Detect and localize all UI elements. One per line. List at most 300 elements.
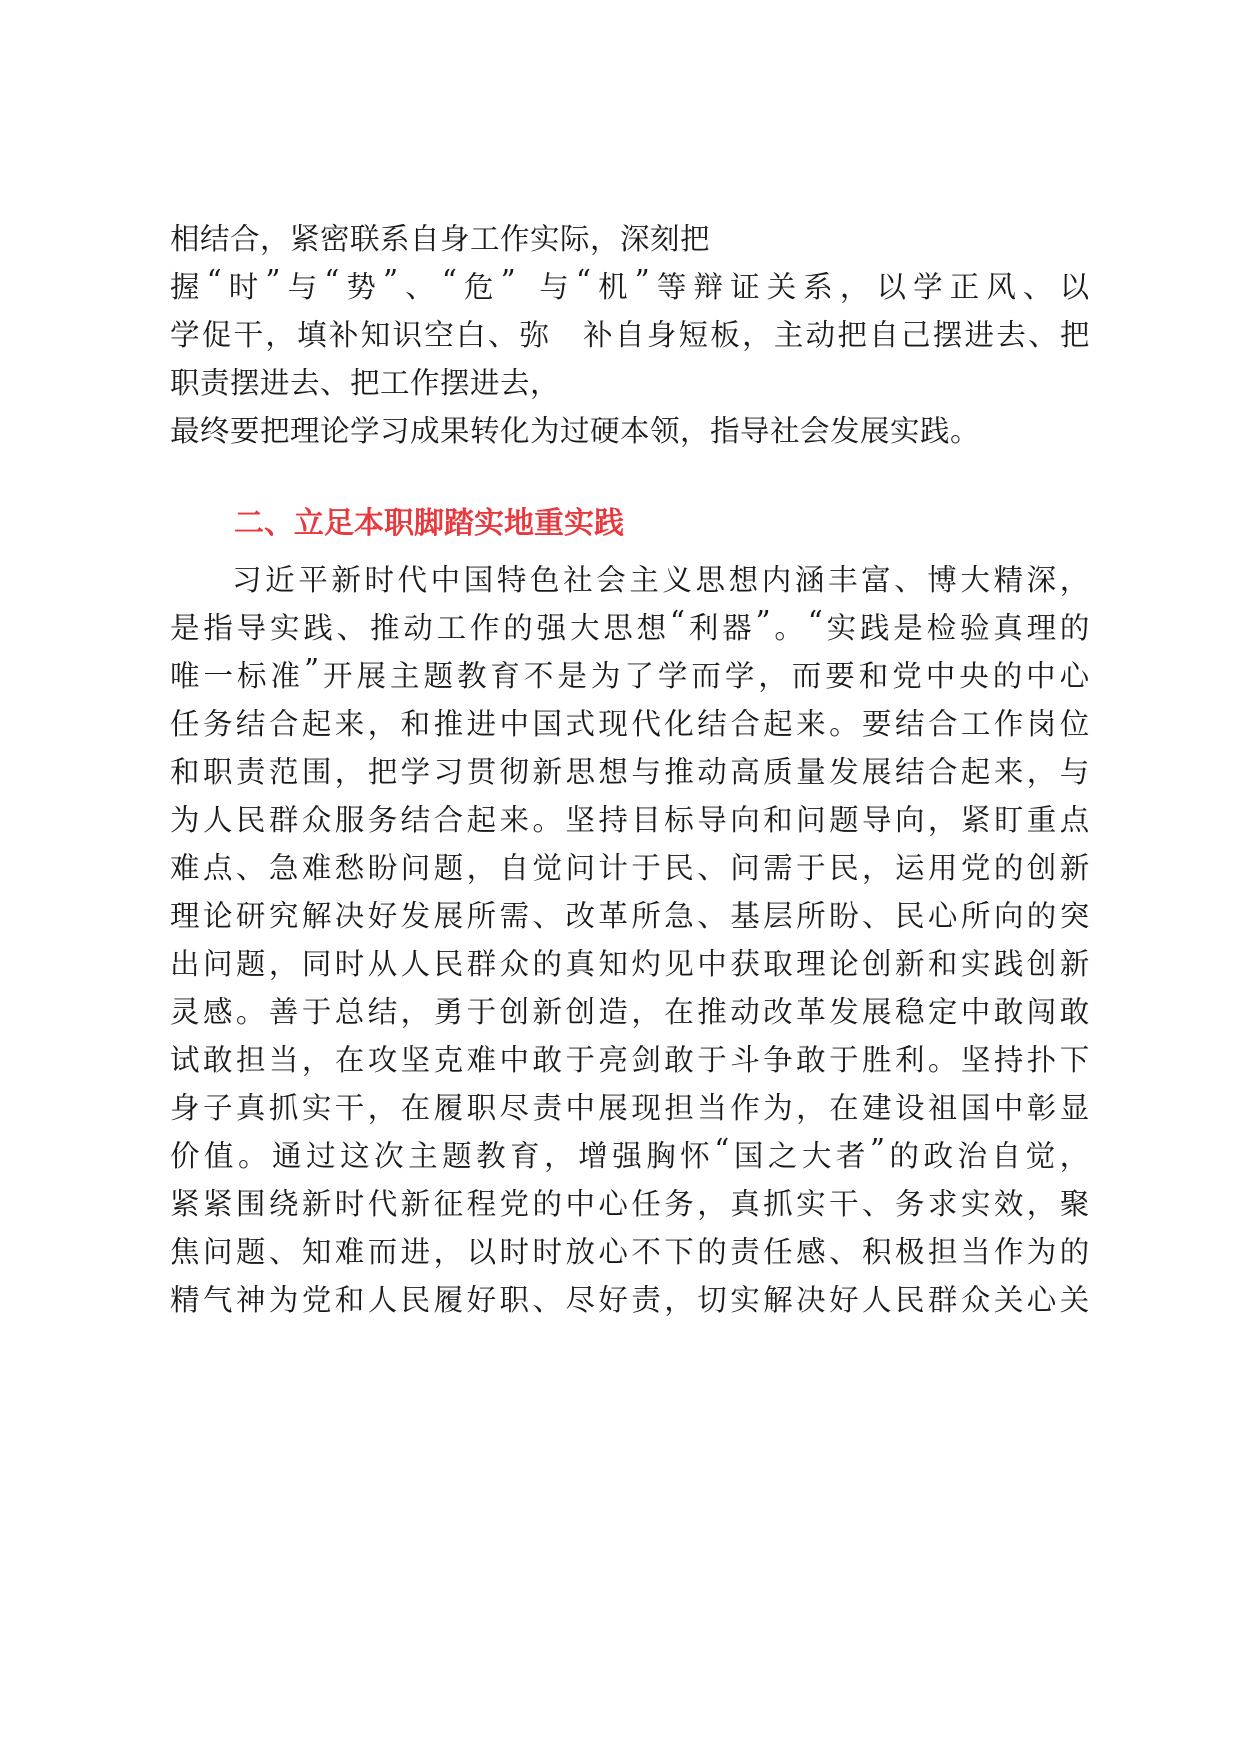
glyph: 绕 <box>268 1187 299 1221</box>
glyph: 这 <box>340 1139 371 1173</box>
glyph: 合 <box>268 707 299 741</box>
glyph: 众 <box>499 947 530 981</box>
glyph: 的 <box>1059 1235 1090 1269</box>
glyph: 解 <box>301 899 332 933</box>
glyph: 尽 <box>565 1283 596 1317</box>
text-line <box>170 989 1090 1031</box>
glyph: 亮 <box>598 1043 629 1077</box>
glyph: 来 <box>796 707 827 741</box>
glyph: 是 <box>893 611 924 645</box>
glyph: 党 <box>960 851 991 885</box>
glyph: 思 <box>603 611 634 645</box>
glyph: ， <box>433 1235 464 1269</box>
glyph: 切 <box>697 1283 728 1317</box>
glyph: 稳 <box>894 995 925 1029</box>
glyph: ， <box>1026 755 1057 789</box>
glyph: 于 <box>796 851 827 885</box>
text-line <box>170 1133 1090 1175</box>
glyph: 子 <box>202 1091 233 1125</box>
glyph: 开 <box>323 659 354 693</box>
glyph: 理 <box>170 899 201 933</box>
glyph: 辩 <box>693 270 724 304</box>
glyph: 焦 <box>170 1235 201 1269</box>
glyph: 一 <box>203 659 234 693</box>
glyph: 于 <box>466 995 497 1029</box>
glyph: 合 <box>927 755 958 789</box>
glyph: 想 <box>728 563 759 597</box>
glyph: ， <box>268 947 299 981</box>
glyph: 高 <box>730 755 761 789</box>
glyph: 设 <box>894 1091 925 1125</box>
glyph: 结 <box>235 707 266 741</box>
text-line <box>170 845 1090 887</box>
glyph: ， <box>758 659 789 693</box>
glyph: 民 <box>400 1283 431 1317</box>
glyph: 显 <box>1059 1091 1090 1125</box>
glyph: 人 <box>862 1283 893 1317</box>
section-heading: 二、立足本职脚踏实地重实践 <box>234 506 624 541</box>
glyph: 促 <box>201 318 232 352</box>
glyph: 灵 <box>170 995 201 1029</box>
glyph: 民 <box>894 1283 925 1317</box>
glyph: 来 <box>334 707 365 741</box>
glyph: 问 <box>202 947 233 981</box>
glyph: 关 <box>766 270 797 304</box>
glyph: 以 <box>1059 270 1090 304</box>
glyph: 所 <box>960 899 991 933</box>
glyph: 特 <box>496 563 527 597</box>
glyph: 时 <box>364 563 395 597</box>
glyph: 好 <box>466 1283 497 1317</box>
glyph: 要 <box>862 707 893 741</box>
text-line <box>170 312 1090 354</box>
glyph: 扑 <box>1026 1043 1057 1077</box>
glyph: 的 <box>1059 611 1090 645</box>
glyph: 以 <box>876 270 907 304</box>
glyph: 自 <box>869 318 900 352</box>
glyph: 感 <box>202 995 233 1029</box>
glyph: “ <box>441 264 458 298</box>
glyph: 补 <box>583 318 614 352</box>
glyph: 。 <box>235 995 266 1029</box>
glyph: 真 <box>565 947 596 981</box>
glyph: 中 <box>1026 659 1057 693</box>
glyph: 目 <box>631 803 662 837</box>
glyph: 合 <box>433 803 464 837</box>
glyph: 究 <box>268 899 299 933</box>
glyph: 国 <box>532 707 563 741</box>
glyph: 需 <box>763 851 794 885</box>
glyph: 勇 <box>433 995 464 1029</box>
glyph: 是 <box>170 611 201 645</box>
glyph: 工 <box>960 707 991 741</box>
glyph: 攻 <box>367 1043 398 1077</box>
glyph: ， <box>1059 1139 1090 1173</box>
glyph: 。 <box>829 707 860 741</box>
glyph: 主 <box>773 318 804 352</box>
glyph: 感 <box>796 1235 827 1269</box>
glyph: 为 <box>1026 1235 1057 1269</box>
glyph: 盯 <box>993 803 1024 837</box>
glyph: ， <box>334 755 365 789</box>
glyph: 精 <box>993 563 1024 597</box>
glyph: 敢 <box>532 1043 563 1077</box>
glyph: 下 <box>1059 1043 1090 1077</box>
glyph: 和 <box>763 803 794 837</box>
glyph: 担 <box>664 1091 695 1125</box>
glyph: 神 <box>235 1283 266 1317</box>
glyph: 时 <box>334 1187 365 1221</box>
glyph: 育 <box>490 659 521 693</box>
glyph: 效 <box>993 1187 1024 1221</box>
glyph: 习 <box>232 563 263 597</box>
glyph: 把 <box>837 318 868 352</box>
glyph: 彰 <box>1026 1091 1057 1125</box>
glyph: 真 <box>235 1091 266 1125</box>
glyph: 导 <box>236 611 267 645</box>
glyph: ” <box>265 264 281 298</box>
glyph: 定 <box>927 995 958 1029</box>
glyph: 的 <box>532 947 563 981</box>
glyph: 中 <box>565 1187 596 1221</box>
glyph: 任 <box>631 1187 662 1221</box>
glyph: 和 <box>858 659 889 693</box>
glyph: 责 <box>235 755 266 789</box>
glyph: 难 <box>466 1043 497 1077</box>
glyph: ， <box>301 1043 332 1077</box>
glyph: 位 <box>1059 707 1090 741</box>
text-line <box>170 653 1090 695</box>
glyph: 难 <box>301 851 332 885</box>
glyph: 众 <box>301 803 332 837</box>
glyph: ， <box>367 1091 398 1125</box>
glyph: 于 <box>565 1043 596 1077</box>
glyph: 起 <box>466 803 497 837</box>
glyph: 知 <box>360 318 391 352</box>
glyph: 民 <box>235 803 266 837</box>
glyph: 时 <box>228 270 259 304</box>
text-line <box>170 797 1090 839</box>
glyph: 灼 <box>631 947 662 981</box>
glyph: 展 <box>598 1091 629 1125</box>
glyph: 理 <box>796 947 827 981</box>
glyph: 社 <box>563 563 594 597</box>
glyph: 好 <box>598 1283 629 1317</box>
glyph: 不 <box>631 1235 662 1269</box>
glyph: 涵 <box>794 563 825 597</box>
glyph: 为 <box>170 803 201 837</box>
glyph: 空 <box>424 318 455 352</box>
glyph: 大 <box>569 611 600 645</box>
glyph: 心 <box>598 1235 629 1269</box>
glyph: 的 <box>992 659 1023 693</box>
glyph: 问 <box>202 1235 233 1269</box>
glyph: 当 <box>697 1091 728 1125</box>
glyph: 的 <box>1026 899 1057 933</box>
glyph: 和 <box>334 1283 365 1317</box>
glyph: 检 <box>926 611 957 645</box>
glyph: 、 <box>862 899 893 933</box>
glyph: 胜 <box>862 1043 893 1077</box>
glyph: 准 <box>270 659 301 693</box>
glyph: 之 <box>767 1139 798 1173</box>
glyph: 不 <box>523 659 554 693</box>
glyph: 实 <box>796 1187 827 1221</box>
glyph: 急 <box>268 851 299 885</box>
glyph: 验 <box>959 611 990 645</box>
text-line <box>170 264 1090 306</box>
glyph: 履 <box>433 1283 464 1317</box>
glyph: 试 <box>170 1043 201 1077</box>
glyph: 获 <box>730 947 761 981</box>
glyph: 指 <box>203 611 234 645</box>
glyph: 点 <box>1059 803 1090 837</box>
glyph: 识 <box>392 318 423 352</box>
glyph: 点 <box>202 851 233 885</box>
glyph: 和 <box>170 755 201 789</box>
glyph: 贯 <box>466 755 497 789</box>
glyph: 大 <box>801 1139 832 1173</box>
text-line: 职责摆进去、把工作摆进去， <box>170 366 561 400</box>
glyph: 新 <box>1059 947 1090 981</box>
glyph: 为 <box>268 1283 299 1317</box>
glyph: ， <box>631 995 662 1029</box>
glyph: 创 <box>862 947 893 981</box>
glyph: 国 <box>463 563 494 597</box>
glyph: 精 <box>170 1283 201 1317</box>
glyph: 彻 <box>499 755 530 789</box>
glyph: 务 <box>367 803 398 837</box>
glyph: 征 <box>433 1187 464 1221</box>
glyph: 证 <box>730 270 761 304</box>
glyph: 持 <box>993 1043 1024 1077</box>
glyph: 在 <box>400 1091 431 1125</box>
glyph: 人 <box>202 803 233 837</box>
glyph: 真 <box>730 1187 761 1221</box>
glyph: 胸 <box>646 1139 677 1173</box>
glyph: 近 <box>265 563 296 597</box>
glyph: 岗 <box>1026 707 1057 741</box>
glyph <box>523 264 533 306</box>
glyph: 展 <box>356 659 387 693</box>
glyph: 盼 <box>829 899 860 933</box>
glyph: 风 <box>986 270 1017 304</box>
glyph: 、 <box>235 851 266 885</box>
glyph: 干 <box>233 318 264 352</box>
glyph: 尽 <box>499 1091 530 1125</box>
glyph: 新 <box>331 563 362 597</box>
text-line <box>170 1181 1090 1223</box>
glyph: ” <box>755 605 772 639</box>
glyph: 、 <box>829 1235 860 1269</box>
glyph: 标 <box>236 659 267 693</box>
glyph: 民 <box>664 851 695 885</box>
glyph: 代 <box>631 707 662 741</box>
glyph: 的 <box>993 851 1024 885</box>
glyph: 善 <box>268 995 299 1029</box>
glyph: 、 <box>405 270 436 304</box>
glyph: 觉 <box>532 851 563 885</box>
glyph: 了 <box>624 659 655 693</box>
glyph: 起 <box>763 707 794 741</box>
glyph <box>551 312 581 354</box>
glyph: 改 <box>763 995 794 1029</box>
glyph: 学 <box>724 659 755 693</box>
glyph: 为 <box>590 659 621 693</box>
glyph: 习 <box>433 755 464 789</box>
glyph: 中 <box>499 1043 530 1077</box>
glyph: 与 <box>287 270 318 304</box>
glyph: 次 <box>374 1139 405 1173</box>
glyph: “ <box>714 1133 730 1167</box>
glyph: 博 <box>927 563 958 597</box>
glyph: 群 <box>466 947 497 981</box>
glyph: 职 <box>202 755 233 789</box>
glyph: “ <box>206 264 223 298</box>
glyph: 总 <box>334 995 365 1029</box>
glyph: 题 <box>235 947 266 981</box>
glyph: 抓 <box>763 1187 794 1221</box>
glyph: 的 <box>889 1139 920 1173</box>
glyph: 思 <box>565 755 596 789</box>
glyph: 色 <box>529 563 560 597</box>
text-line <box>170 701 1090 743</box>
glyph: 重 <box>1026 803 1057 837</box>
glyph: 现 <box>598 707 629 741</box>
text-line <box>170 941 1090 983</box>
glyph: 敢 <box>1059 995 1090 1029</box>
glyph: 危 <box>463 270 494 304</box>
glyph: 务 <box>664 1187 695 1221</box>
glyph: ， <box>265 318 296 352</box>
glyph: ， <box>367 707 398 741</box>
glyph: 理 <box>1026 611 1057 645</box>
glyph: 发 <box>829 995 860 1029</box>
glyph: 来 <box>499 803 530 837</box>
glyph: 握 <box>170 270 201 304</box>
glyph: 教 <box>476 1139 507 1173</box>
glyph: 决 <box>796 1283 827 1317</box>
glyph: 政 <box>923 1139 954 1173</box>
glyph: 决 <box>334 899 365 933</box>
text-line <box>170 605 1090 647</box>
glyph: 新 <box>400 1187 431 1221</box>
glyph: 抓 <box>268 1091 299 1125</box>
glyph: 实 <box>269 611 300 645</box>
glyph: 气 <box>202 1283 233 1317</box>
glyph: 克 <box>433 1043 464 1077</box>
glyph: 剑 <box>631 1043 662 1077</box>
glyph: 自 <box>991 1139 1022 1173</box>
glyph: 在 <box>829 1091 860 1125</box>
glyph: 过 <box>306 1139 337 1173</box>
glyph: 机 <box>598 270 629 304</box>
glyph: 工 <box>436 611 467 645</box>
glyph: 革 <box>796 995 827 1029</box>
glyph: 责 <box>631 1283 662 1317</box>
glyph: 内 <box>761 563 792 597</box>
glyph: 所 <box>466 899 497 933</box>
glyph: 、 <box>487 318 518 352</box>
glyph: 改 <box>565 899 596 933</box>
glyph: 践 <box>993 947 1024 981</box>
glyph: 。 <box>774 611 805 645</box>
glyph: ， <box>664 1283 695 1317</box>
glyph: 履 <box>433 1091 464 1125</box>
glyph: 践 <box>303 611 334 645</box>
glyph: 、 <box>336 611 367 645</box>
glyph: 板 <box>710 318 741 352</box>
glyph: 担 <box>235 1043 266 1077</box>
glyph: 来 <box>993 755 1024 789</box>
glyph: 与 <box>1059 755 1090 789</box>
text-line <box>170 1229 1090 1271</box>
glyph: 难 <box>170 851 201 885</box>
glyph: 题 <box>235 1235 266 1269</box>
glyph: 实 <box>960 1187 991 1221</box>
glyph: 责 <box>532 1091 563 1125</box>
glyph: 和 <box>400 707 431 741</box>
glyph: 增 <box>578 1139 609 1173</box>
glyph: 范 <box>268 755 299 789</box>
glyph: 量 <box>796 755 827 789</box>
glyph: ” <box>303 653 320 687</box>
glyph: 动 <box>730 995 761 1029</box>
glyph: 下 <box>664 1235 695 1269</box>
glyph: 民 <box>433 947 464 981</box>
glyph: 标 <box>664 803 695 837</box>
glyph: 大 <box>960 563 991 597</box>
glyph: 结 <box>894 707 925 741</box>
glyph: 代 <box>367 1187 398 1221</box>
glyph: 质 <box>763 755 794 789</box>
glyph: 新 <box>1059 851 1090 885</box>
glyph: 极 <box>894 1235 925 1269</box>
glyph: 结 <box>697 707 728 741</box>
glyph: 、 <box>1022 270 1053 304</box>
glyph: 知 <box>598 947 629 981</box>
glyph: 向 <box>730 803 761 837</box>
glyph: 式 <box>565 707 596 741</box>
glyph: 论 <box>829 947 860 981</box>
glyph: 正 <box>949 270 980 304</box>
glyph: 进 <box>400 1235 431 1269</box>
glyph: ， <box>1026 1187 1057 1221</box>
glyph: ” <box>869 1133 886 1167</box>
glyph: 创 <box>499 995 530 1029</box>
glyph: 众 <box>960 1283 991 1317</box>
glyph: 求 <box>927 1187 958 1221</box>
glyph: 务 <box>202 707 233 741</box>
glyph: 当 <box>960 1235 991 1269</box>
glyph: 人 <box>400 947 431 981</box>
glyph: 者 <box>835 1139 866 1173</box>
glyph: 想 <box>598 755 629 789</box>
glyph: 值 <box>204 1139 235 1173</box>
glyph: 关 <box>993 1283 1024 1317</box>
glyph: 摆 <box>932 318 963 352</box>
glyph: 补 <box>328 318 359 352</box>
glyph: 、 <box>268 1235 299 1269</box>
glyph: 创 <box>1026 851 1057 885</box>
glyph: 、 <box>862 1187 893 1221</box>
glyph: 真 <box>993 611 1024 645</box>
glyph: 于 <box>301 995 332 1029</box>
glyph: 知 <box>301 1235 332 1269</box>
glyph: 中 <box>960 995 991 1029</box>
glyph: 实 <box>301 1091 332 1125</box>
glyph: 敢 <box>796 1043 827 1077</box>
